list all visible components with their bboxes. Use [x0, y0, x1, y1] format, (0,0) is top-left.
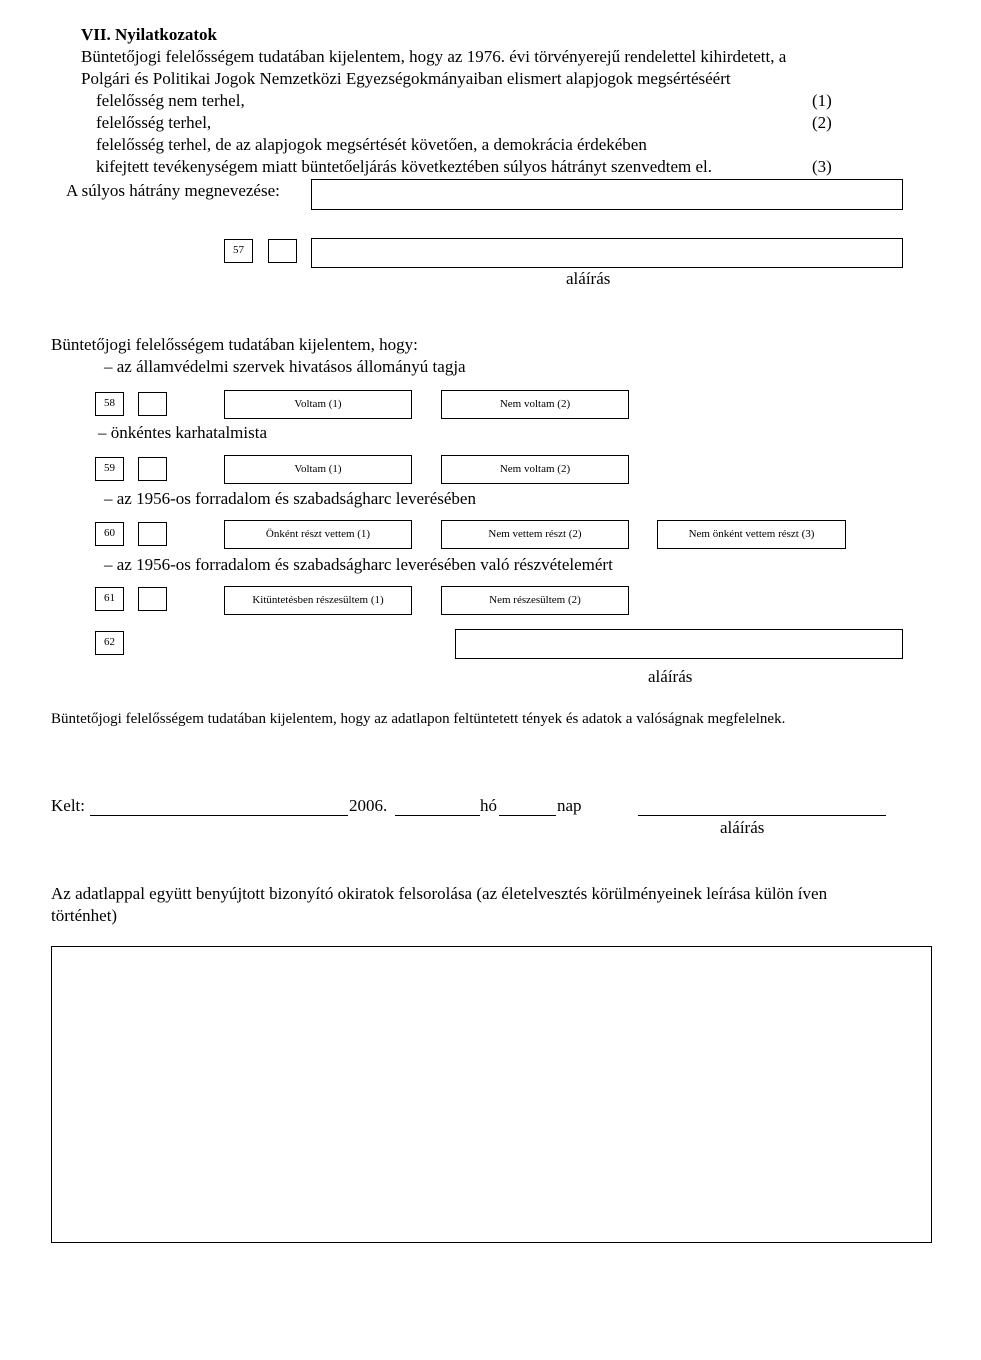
q60-option-onkent[interactable]: Önként részt vettem (1) — [224, 520, 412, 549]
field-61-label: 61 — [95, 587, 124, 611]
field-57-checkbox[interactable] — [268, 239, 297, 263]
option-3-line-2: kifejtett tevékenységem miatt büntetőeljárás következtében súlyos hátrányt szenvedtem el. — [96, 157, 713, 176]
q60-option-nem-vettem[interactable]: Nem vettem részt (2) — [441, 520, 629, 549]
kelt-label: Kelt: — [51, 796, 85, 815]
final-declaration: Büntetőjogi felelősségem tudatában kijelentem, hogy az adatlapon feltüntetett tények és adatok a valóságnak megfelelnek. — [51, 711, 786, 727]
intro-line-2: Polgári és Politikai Jogok Nemzetközi Egyezségokmányaiban elismert alapjogok megsértéséért — [81, 69, 731, 88]
field-60-checkbox[interactable] — [138, 522, 167, 546]
question-59: – önkéntes karhatalmista — [98, 423, 268, 442]
place-field[interactable] — [90, 815, 348, 816]
attachments-line-2: történhet) — [51, 906, 118, 925]
signature-label-2: aláírás — [648, 667, 693, 686]
option-2-code: (2) — [812, 113, 832, 132]
field-60-label: 60 — [95, 522, 124, 546]
field-61-checkbox[interactable] — [138, 587, 167, 611]
month-field[interactable] — [395, 815, 480, 816]
signature-line-3[interactable] — [638, 815, 886, 816]
question-61: – az 1956-os forradalom és szabadságharc leverésében való részvételemért — [104, 555, 613, 574]
month-label: hó — [480, 796, 497, 815]
field-59-label: 59 — [95, 457, 124, 481]
field-59-checkbox[interactable] — [138, 457, 167, 481]
harm-description-field[interactable] — [311, 179, 903, 210]
declaration-2-intro: Büntetőjogi felelősségem tudatában kijelentem, hogy: — [51, 335, 418, 354]
signature-field-1[interactable] — [311, 238, 903, 268]
question-60: – az 1956-os forradalom és szabadságharc leverésében — [104, 489, 476, 508]
q58-option-voltam[interactable]: Voltam (1) — [224, 390, 412, 419]
signature-field-2[interactable] — [455, 629, 903, 659]
signature-label-3: aláírás — [720, 818, 765, 837]
attachments-textarea[interactable] — [51, 946, 932, 1243]
option-1-text: felelősség nem terhel, — [96, 91, 245, 110]
option-2-text: felelősség terhel, — [96, 113, 212, 132]
field-62-label: 62 — [95, 631, 124, 655]
field-58-label: 58 — [95, 392, 124, 416]
q61-option-kituntetes[interactable]: Kitüntetésben részesültem (1) — [224, 586, 412, 615]
q60-option-nem-onkent[interactable]: Nem önként vettem részt (3) — [657, 520, 846, 549]
question-58: – az államvédelmi szervek hivatásos állományú tagja — [104, 357, 466, 376]
day-label: nap — [557, 796, 582, 815]
section-title: VII. Nyilatkozatok — [81, 25, 218, 44]
harm-label: A súlyos hátrány megnevezése: — [66, 181, 280, 200]
field-58-checkbox[interactable] — [138, 392, 167, 416]
year-label: 2006. — [349, 796, 388, 815]
option-3-line-1: felelősség terhel, de az alapjogok megsértését követően, a demokrácia érdekében — [96, 135, 647, 154]
q58-option-nem-voltam[interactable]: Nem voltam (2) — [441, 390, 629, 419]
day-field[interactable] — [499, 815, 556, 816]
signature-label-1: aláírás — [566, 269, 611, 288]
q59-option-nem-voltam[interactable]: Nem voltam (2) — [441, 455, 629, 484]
attachments-line-1: Az adatlappal együtt benyújtott bizonyító okiratok felsorolása (az életelvesztés körülményeinek leírása külön íven — [51, 884, 828, 903]
q59-option-voltam[interactable]: Voltam (1) — [224, 455, 412, 484]
intro-line-1: Büntetőjogi felelősségem tudatában kijelentem, hogy az 1976. évi törvényerejű rendelettel kihirdetett, a — [81, 47, 787, 66]
option-1-code: (1) — [812, 91, 832, 110]
option-3-code: (3) — [812, 157, 832, 176]
field-57-label: 57 — [224, 239, 253, 263]
q61-option-nem-reszesultem[interactable]: Nem részesültem (2) — [441, 586, 629, 615]
